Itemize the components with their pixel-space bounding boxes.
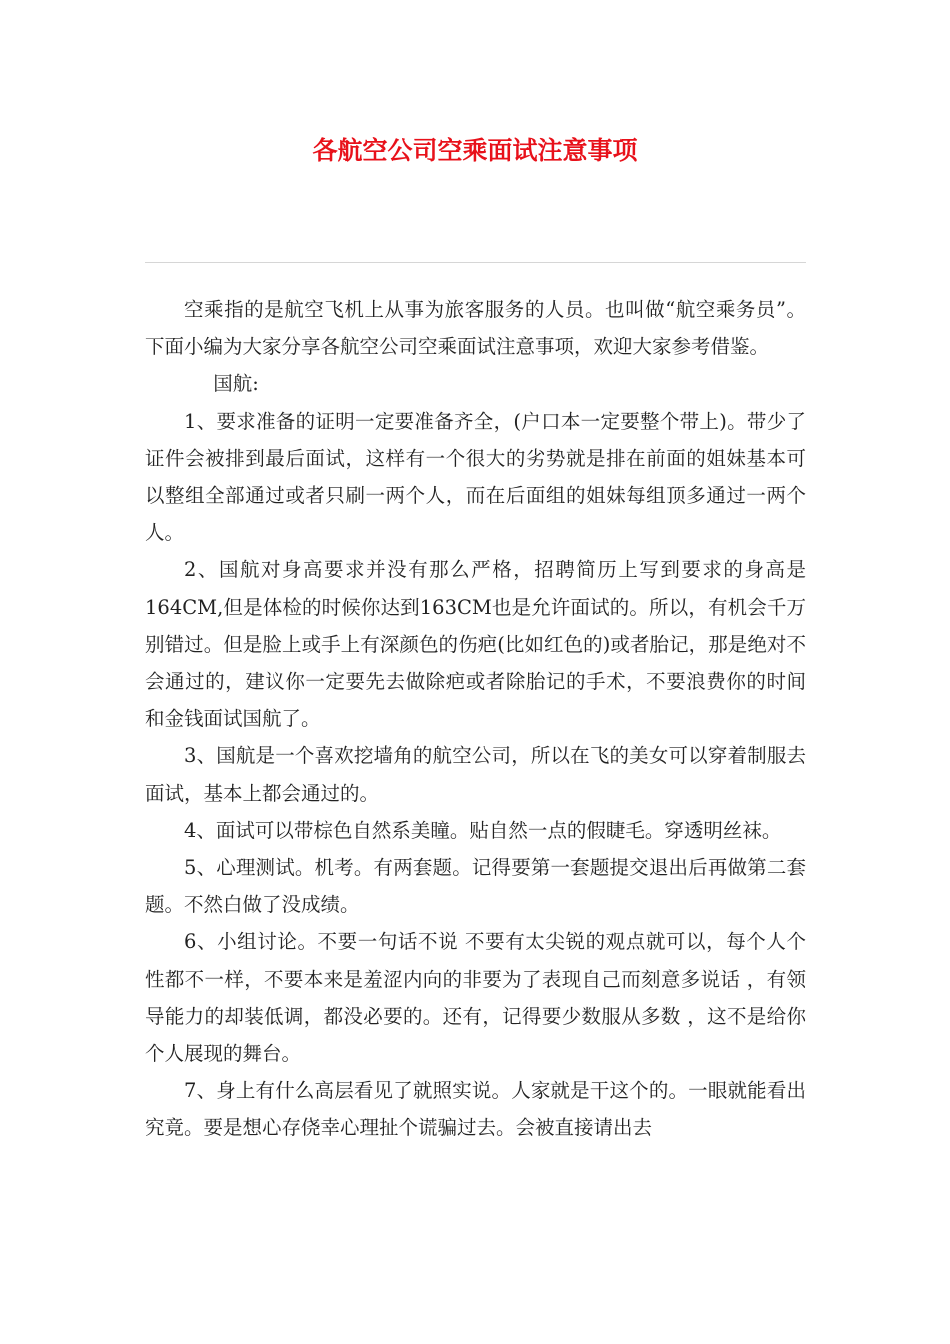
- paragraph-item-1: 1、要求准备的证明一定要准备齐全，(户口本一定要整个带上)。带少了证件会被排到最后面试，这样有一个很大的劣势就是排在前面的姐妹基本可以整组全部通过或者只刷一两个人，而在后面组的姐妹每组顶多通过一两个人。: [145, 409, 806, 545]
- document-body: [145, 291, 806, 1147]
- paragraph-item-2: 2、国航对身高要求并没有那么严格，招聘简历上写到要求的身高是164CM,但是体检的时候你达到163CM也是允许面试的。所以，有机会千万别错过。但是脸上或手上有深颜色的伤疤(比如红色的)或者胎记，那是绝对不会通过的，建议你一定要先去做除疤或者除胎记的手术，不要浪费你的时间和金钱面试国航了。: [145, 558, 806, 731]
- paragraph-item-6: 6、小组讨论。不要一句话不说 不要有太尖锐的观点就可以，每个人个性都不一样，不要本来是羞涩内向的非要为了表现自己而刻意多说话 ，有领导能力的却装低调，都没必要的。还有，记得要少数服从多数 ，这不是给你个人展现的舞台。: [145, 930, 806, 1066]
- paragraph-item-7: 7、身上有什么高层看见了就照实说。人家就是干这个的。一眼就能看出究竟。要是想心存侥幸心理扯个谎骗过去。会被直接请出去: [145, 1079, 806, 1140]
- document-title: 各航空公司空乘面试注意事项: [312, 136, 638, 165]
- paragraph-intro: 空乘指的是航空飞机上从事为旅客服务的人员。也叫做“航空乘务员”。下面小编为大家分享各航空公司空乘面试注意事项，欢迎大家参考借鉴。: [145, 298, 806, 359]
- title-divider: [145, 262, 806, 263]
- paragraph-item-3: 3、国航是一个喜欢挖墙角的航空公司，所以在飞的美女可以穿着制服去面试，基本上都会通过的。: [145, 744, 806, 805]
- paragraph-item-4: 4、面试可以带棕色自然系美瞳。贴自然一点的假睫毛。穿透明丝袜。: [184, 818, 782, 842]
- section-label-guohang: 国航:: [213, 372, 259, 396]
- paragraph-item-5: 5、心理测试。机考。有两套题。记得要第一套题提交退出后再做第二套题。不然白做了没成绩。: [145, 856, 806, 917]
